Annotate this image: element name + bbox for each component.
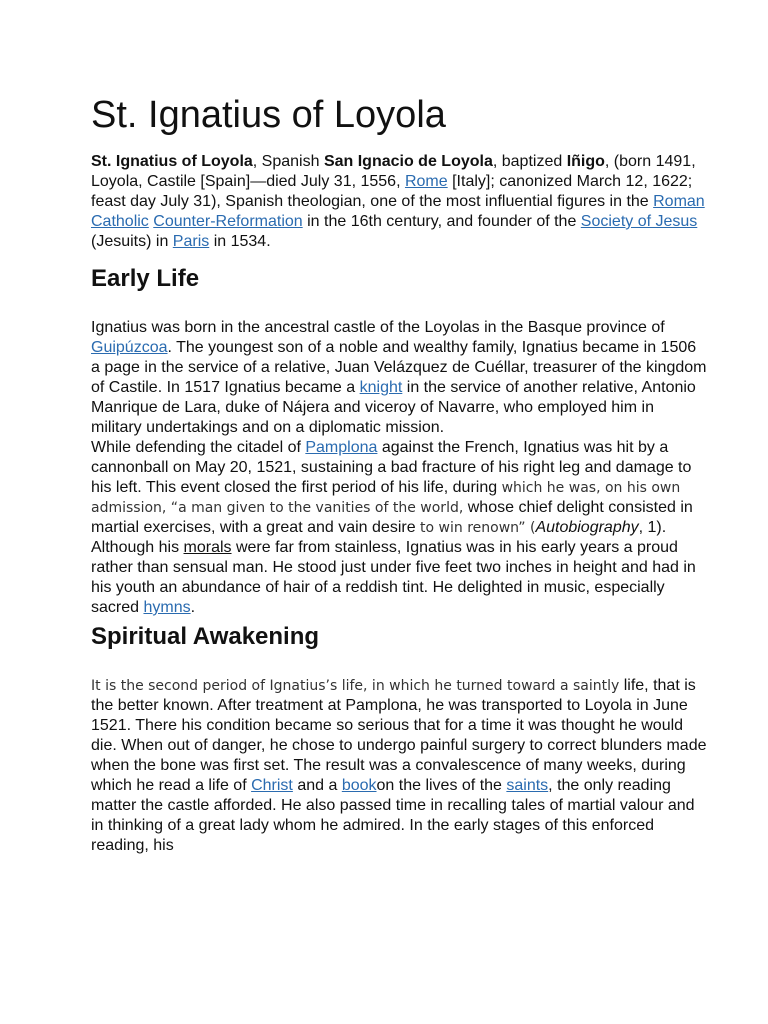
link-guipuzcoa[interactable]: Guipúzcoa	[91, 339, 168, 356]
italic-source: Autobiography	[535, 519, 639, 536]
intro-bold-baptized-name: Iñigo	[566, 153, 605, 170]
link-roman-catholic[interactable]: Roman Catholic	[91, 193, 705, 230]
link-paris[interactable]: Paris	[172, 233, 210, 250]
quoted-text: to win renown” (	[420, 520, 536, 536]
paragraph-text: , 1). Although his	[91, 519, 667, 556]
paragraph-text: .	[190, 599, 196, 616]
intro-text: , (born 1491, Loyola, Castile [Spain]—died July 31, 1556,	[91, 153, 696, 190]
paragraph-text: whose chief delight consisted in martial exercises, with a great and vain desire	[91, 499, 693, 536]
link-knight[interactable]: knight	[359, 379, 403, 396]
link-pamplona[interactable]: Pamplona	[305, 439, 378, 456]
early-life-paragraph-1	[91, 318, 708, 438]
intro-paragraph	[91, 152, 708, 252]
paragraph-text: . The youngest son of a noble and wealthy family, Ignatius became in 1506 a page in the service of a relative, Juan Velázquez de Cuéllar, treasurer of the kingdom of Castile. In 1517 Ignatius became a	[91, 339, 707, 396]
paragraph-text: While defending the citadel of	[91, 439, 306, 456]
link-society-of-jesus[interactable]: Society of Jesus	[580, 213, 698, 230]
intro-text: in the 16th century, and founder of the	[302, 213, 581, 230]
spiritual-awakening-paragraph	[91, 676, 708, 856]
link-counter-reformation[interactable]: Counter-Reformation	[153, 213, 303, 230]
link-morals[interactable]: morals	[183, 539, 232, 556]
link-rome[interactable]: Rome	[404, 173, 448, 190]
quoted-text: which he was, on his own admission, “a man given to the vanities of the world,	[91, 480, 681, 516]
early-life-paragraph-2	[91, 438, 708, 618]
paragraph-text: , the only reading matter the castle afforded. He also passed time in recalling tales of martial valour and in thinking of a great lady whom he admired. In the early stages of this enforced reading, his	[91, 777, 695, 854]
paragraph-text: Ignatius was born in the ancestral castle of the Loyolas in the Basque province of	[91, 319, 665, 336]
intro-bold-spanish-name: San Ignacio de Loyola	[323, 153, 493, 170]
intro-text: , baptized	[492, 153, 567, 170]
intro-bold-name: St. Ignatius of Loyola	[91, 153, 253, 170]
paragraph-text: in the service of another relative, Antonio Manrique de Lara, duke of Nájera and viceroy of Navarre, who employed him in military undertakings and on a diplomatic mission.	[91, 379, 696, 436]
page-title: St. Ignatius of Loyola	[91, 94, 446, 136]
paragraph-text: were far from stainless, Ignatius was in his early years a proud rather than sensual man. He stood just under five feet two inches in height and had in his youth an abundance of hair of a reddish tint. He delighted in music, especially sacred	[91, 539, 696, 616]
paragraph-text: life, that is the better known. After treatment at Pamplona, he was transported to Loyola in June 1521. There his condition became so serious that for a time it was thought he would die. When out of danger, he chose to undergo painful surgery to correct blunders made when the bone was first set. The result was a convalescence of many weeks, during which he read a life of	[91, 677, 707, 794]
intro-text: in 1534.	[209, 233, 271, 250]
intro-text: (Jesuits) in	[91, 233, 173, 250]
link-saints[interactable]: saints	[506, 777, 549, 794]
link-christ[interactable]: Christ	[251, 777, 293, 794]
heading-early-life: Early Life	[91, 265, 200, 292]
paragraph-text: and a	[292, 777, 342, 794]
link-book[interactable]: book	[341, 777, 377, 794]
paragraph-text: against the French, Ignatius was hit by a cannonball on May 20, 1521, sustaining a bad fracture of his right leg and damage to his left. This event closed the first period of his life, during	[91, 439, 692, 496]
quoted-text: It is the second period of Ignatius’s life, in which he turned toward a saintly	[91, 678, 620, 694]
intro-text: [Italy]; canonized March 12, 1622; feast day July 31), Spanish theologian, one of the most influential figures in the	[91, 173, 693, 210]
paragraph-text: on the lives of the	[376, 777, 507, 794]
heading-spiritual-awakening: Spiritual Awakening	[91, 623, 320, 650]
intro-text: , Spanish	[252, 153, 324, 170]
link-hymns[interactable]: hymns	[143, 599, 191, 616]
